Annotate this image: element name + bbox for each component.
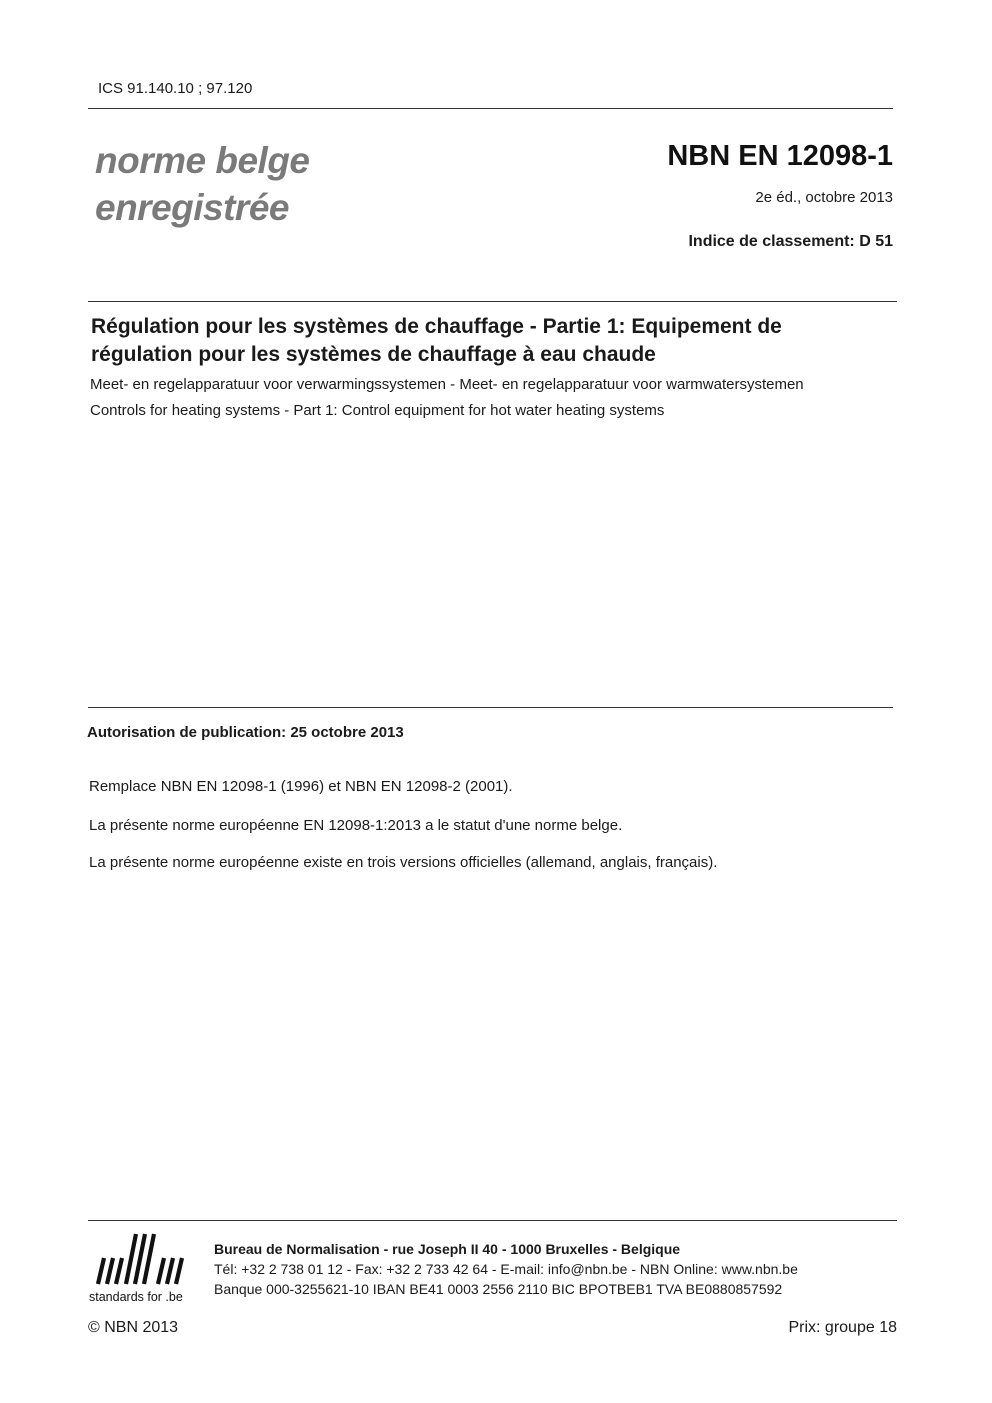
classification-index: Indice de classement: D 51 [688, 233, 893, 250]
title-fr-line-1: Régulation pour les systèmes de chauffage - Partie 1: Equipement de [91, 315, 782, 338]
copyright: © NBN 2013 [88, 1319, 179, 1336]
price-group: Prix: groupe 18 [788, 1319, 897, 1336]
footer-address: Bureau de Normalisation - rue Joseph II 40 - 1000 Bruxelles - Belgique [214, 1241, 681, 1257]
brand-line-2: enregistrée [95, 187, 289, 228]
footer-contact: Tél: +32 2 738 01 12 - Fax: +32 2 733 42 64 - E-mail: info@nbn.be - NBN Online: www.nbn.be [214, 1261, 798, 1277]
remark-replaces: Remplace NBN EN 12098-1 (1996) et NBN EN 12098-2 (2001). [89, 778, 513, 795]
publication-rule [88, 707, 893, 708]
nbn-logo [88, 1228, 200, 1306]
title-en: Controls for heating systems - Part 1: Control equipment for hot water heating systems [90, 402, 665, 419]
nbn-logo-icon [88, 1228, 200, 1306]
title-nl: Meet- en regelapparatuur voor verwarmingssystemen - Meet- en regelapparatuur voor warmwatersystemen [90, 376, 804, 393]
title-rule [88, 301, 897, 302]
header-rule [88, 108, 893, 109]
remark-versions: La présente norme européenne existe en trois versions officielles (allemand, anglais, français). [89, 854, 718, 871]
footer-rule [88, 1220, 897, 1221]
edition-date: 2e éd., octobre 2013 [755, 189, 893, 206]
remark-status: La présente norme européenne EN 12098-1:2013 a le statut d'une norme belge. [89, 817, 623, 834]
title-fr-line-2: régulation pour les systèmes de chauffage à eau chaude [91, 343, 656, 366]
brand-line-1: norme belge [95, 140, 310, 181]
logo-caption: standards for .be [89, 1290, 183, 1304]
ics-code: ICS 91.140.10 ; 97.120 [98, 80, 253, 97]
standard-number: NBN EN 12098-1 [667, 140, 893, 172]
footer-bank: Banque 000-3255621-10 IBAN BE41 0003 2556 2110 BIC BPOTBEB1 TVA BE0880857592 [214, 1281, 783, 1297]
publication-authorization: Autorisation de publication: 25 octobre 2013 [87, 724, 404, 741]
